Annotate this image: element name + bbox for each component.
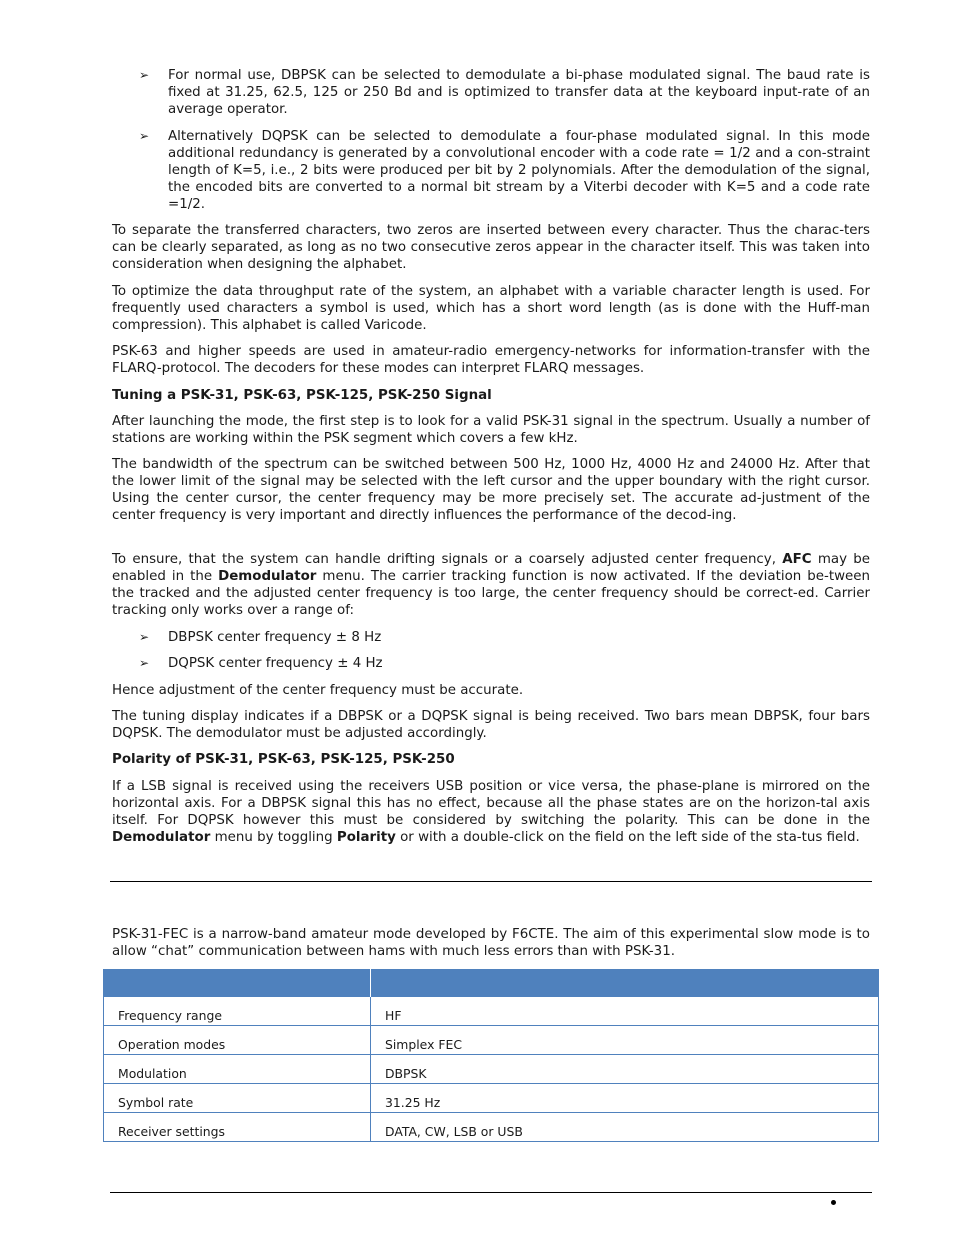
table-header-row xyxy=(104,969,879,997)
paragraph-bandwidth: The bandwidth of the spectrum can be switched between 500 Hz, 1000 Hz, 4000 Hz and 24000 Hz. After that the lower limit of the signal may be selected with the left cursor and the upper boundary with the right cursor. Using the center cursor, the center frequency may be more precisely set. The accurate ad-justment of the center frequency is very important and directly influences the performance of the decod-ing. xyxy=(112,457,870,523)
table-row xyxy=(104,997,879,1026)
table-header-cell xyxy=(104,969,371,997)
bullet-dbpsk: For normal use, DBPSK can be selected to demodulate a bi-phase modulated signal. The baud rate is fixed at 31.25, 62.5, 125 or 250 Bd and is optimized to transfer data at the keyboard input-rate of an average operator. xyxy=(168,68,870,117)
table-row xyxy=(104,1113,879,1142)
term-demodulator: Demodulator xyxy=(218,569,317,584)
bullet-marker: ➢ xyxy=(139,129,150,143)
term-demodulator: Demodulator xyxy=(112,830,211,845)
table-header-cell xyxy=(371,969,879,997)
term-polarity: Polarity xyxy=(336,830,396,845)
table-cell-value: DATA, CW, LSB or USB xyxy=(371,1113,879,1142)
bullet-marker: ➢ xyxy=(139,630,150,644)
heading-polarity: Polarity of PSK-31, PSK-63, PSK-125, PSK-250 xyxy=(112,752,455,767)
paragraph-separate: To separate the transferred characters, two zeros are inserted between every character. Thus the charac-ters can be clearly separated, as long as no two consecutive zeros appear in the character itself. This was taken into consideration when designing the alphabet. xyxy=(112,223,870,272)
bullet-marker: ➢ xyxy=(139,656,150,670)
table-cell-value: Simplex FEC xyxy=(371,1026,879,1055)
paragraph-hence: Hence adjustment of the center frequency must be accurate. xyxy=(112,683,524,698)
paragraph-display: The tuning display indicates if a DBPSK or a DQPSK signal is being received. Two bars mean DBPSK, four bars DQPSK. The demodulator must be adjusted accordingly. xyxy=(112,709,870,741)
heading-tuning: Tuning a PSK-31, PSK-63, PSK-125, PSK-250 Signal xyxy=(112,388,492,403)
paragraph-ensure: To ensure, that the system can handle drifting signals or a coarsely adjusted center frequency, AFC may be enabled in the Demodulator menu. The carrier tracking function is now activated. If the deviation be-tween the tracked and the adjusted center frequency is too large, the center frequency should be correct-ed. Carrier tracking only works over a range of: xyxy=(112,552,870,618)
bullet-dqpsk: Alternatively DQPSK can be selected to demodulate a four-phase modulated signal. In this mode additional redundancy is generated by a convolutional encoder with a code rate = 1/2 and a con-straint length of K=5, i.e., 2 bits were produced per bit by 2 polynomials. After the demodulation of the signal, the encoded bits are converted to a normal bit stream by a Viterbi decoder with K=5 and a code rate =1/2. xyxy=(168,129,870,212)
footer-divider xyxy=(110,1192,872,1193)
table-cell-value: DBPSK xyxy=(371,1055,879,1084)
table-cell-param: Operation modes xyxy=(104,1026,371,1055)
table-row xyxy=(104,1055,879,1084)
paragraph-launch: After launching the mode, the first step is to look for a valid PSK-31 signal in the spectrum. Usually a number of stations are working within the PSK segment which covers a few kHz. xyxy=(112,414,870,446)
section-divider xyxy=(110,881,872,882)
table-cell-param: Modulation xyxy=(104,1055,371,1084)
table-cell-param: Symbol rate xyxy=(104,1084,371,1113)
paragraph-lsb: If a LSB signal is received using the receivers USB position or vice versa, the phase-plane is mirrored on the horizontal axis. For a DBPSK signal this has no effect, because all the phase states are on the horizon-tal axis itself. For DQPSK however this must be considered by switching the polarity. This can be done in the Demodulator menu by toggling Polarity or with a double-click on the field on the left side of the sta-tus field. xyxy=(112,779,870,845)
term-afc: AFC xyxy=(782,552,812,567)
table-cell-value: 31.25 Hz xyxy=(371,1084,879,1113)
parameter-table xyxy=(103,969,879,1142)
footer-bullet-icon xyxy=(831,1200,836,1205)
table-row xyxy=(104,1026,879,1055)
table-cell-value: HF xyxy=(371,997,879,1026)
bullet-dbpsk-range: DBPSK center frequency ± 8 Hz xyxy=(168,630,382,645)
paragraph-fec: PSK-31-FEC is a narrow-band amateur mode developed by F6CTE. The aim of this experimental slow mode is to allow “chat” communication between hams with much less errors than with PSK-31. xyxy=(112,927,870,959)
paragraph-optimize: To optimize the data throughput rate of the system, an alphabet with a variable character length is used. For frequently used characters a symbol is used, which has a short word length (as is done with the Huff-man compression). This alphabet is called Varicode. xyxy=(112,284,870,333)
bullet-marker: ➢ xyxy=(139,68,150,82)
bullet-dqpsk-range: DQPSK center frequency ± 4 Hz xyxy=(168,656,383,671)
paragraph-psk63: PSK-63 and higher speeds are used in amateur-radio emergency-networks for information-transfer with the FLARQ-protocol. The decoders for these modes can interpret FLARQ messages. xyxy=(112,344,870,376)
table-cell-param: Frequency range xyxy=(104,997,371,1026)
table-row xyxy=(104,1084,879,1113)
table-cell-param: Receiver settings xyxy=(104,1113,371,1142)
